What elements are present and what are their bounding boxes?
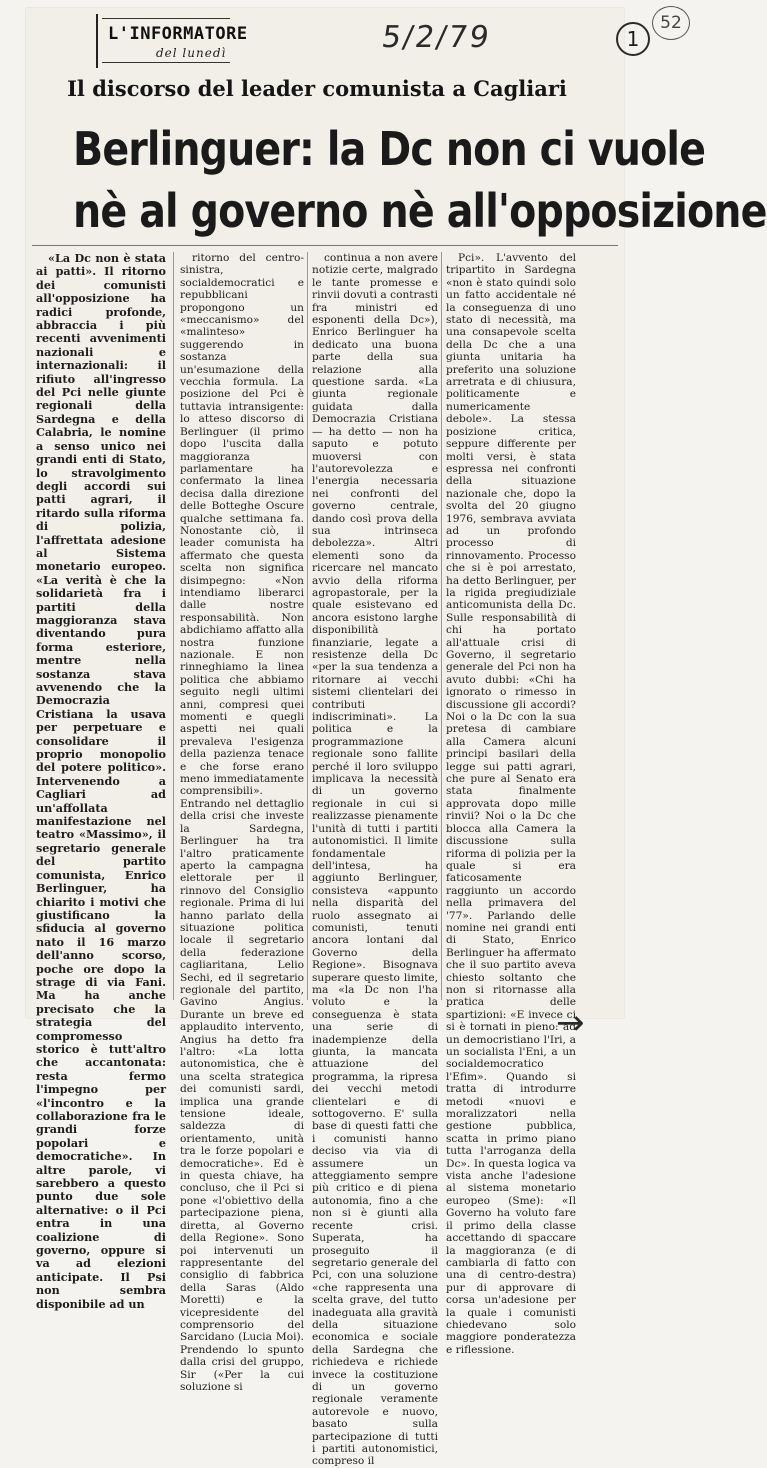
masthead-rule bbox=[102, 62, 230, 63]
circled-number: 1 bbox=[616, 22, 650, 56]
column-text: Pci». L'avvento del tripartito in Sardegna «non è stato quindi solo un fatto accidentale né la conseguenza di uno stato di necessità, ma una consapevole scelta della Dc che a una giunta unitaria ha preferito una soluzione arretrata e di chiusura, politicamente e numericamente debole». La stessa posizione critica, seppure differente per molti versi, è stata espressa nei confronti della situazione nazionale che, dopo la svolta del 20 giugno 1976, sembrava avviata ad un profondo processo di rinnovamento. Processo che si è poi arrestato, ha detto Berlinguer, per la rigida pregiudiziale anticomunista della Dc. Sulle responsabilità di chi ha portato all'attuale crisi di Governo, il segretario generale del Pci non ha avuto dubbi: «Chi ha ignorato o rimesso in discussione gli accordi? Noi o la Dc con la sua pretesa di cambiare alla Camera alcuni principi basilari della legge sui patti agrari, che pure al Senato era stata finalmente approvata dopo mille rinvii? Noi o la Dc che blocca alla Camera la discussione sulla riforma di polizia per la quale si era faticosamente raggiunto un accordo nella primavera del '77». Parlando delle nomine nei grandi enti di Stato, Enrico Berlinguer ha affermato che il suo partito aveva chiesto soltanto che non si ritornasse alla pratica delle spartizioni: «E invece ci si è tornati in pieno: ad un democristiano l'Iri, a un socialista l'Eni, a un socialdemocratico l'Efim». Quando si tratta di introdurre metodi «nuovi e moralizzatori nella gestione pubblica, scatta in primo piano tutta l'arroganza della Dc». In questa logica va vista anche l'adesione al sistema monetario europeo (Sme): «Il Governo ha voluto fare il primo della classe accettando di spaccare la maggioranza (e di cambiarla di fatto con una di centro-destra) pur di approvare di corsa un'adesione per la quale i comunisti chiedevano solo maggiore ponderatezza e riflessione. bbox=[446, 252, 576, 1356]
headline-divider bbox=[32, 245, 618, 246]
article-kicker: Il discorso del leader comunista a Cagliari bbox=[67, 76, 567, 101]
continue-arrow-icon: → bbox=[556, 1003, 585, 1043]
article-column-1 bbox=[36, 251, 166, 1311]
page-number: 52 bbox=[652, 6, 690, 40]
column-text: ritorno del centro-sinistra, socialdemocratici e repubblicani propongono un «meccanismo» del «malinteso» suggerendo in sostanza un'esumazione della vecchia formula. La posizione del Pci è tuttavia intransigente: lo atteso discorso di Berlinguer (il primo dopo l'uscita dalla maggioranza parlamentare ha confermato la linea decisa dalla direzione delle Botteghe Oscure qualche settimana fa. Nonostante ciò, il leader comunista ha affermato che questa scelta non significa disimpegno: «Non intendiamo liberarci dalle nostre responsabilità. Non abdichiamo affatto alla nostra funzione nazionale. E non rinneghiamo la linea politica che abbiamo seguito negli ultimi anni, compresi quei momenti e quegli aspetti nei quali prevaleva l'esigenza della pazienza tenace e che forse erano meno immediatamente comprensibili». Entrando nel dettaglio della crisi che investe la Sardegna, Berlinguer ha tra l'altro praticamente aperto la campagna elettorale per il rinnovo del Consiglio regionale. Prima di lui hanno parlato della situazione politica locale il segretario della federazione cagliaritana, Lelio Sechi, ed il segretario regionale del partito, Gavino Angius. Durante un breve ed applaudito intervento, Angius ha detto fra l'altro: «La lotta autonomistica, che è una scelta strategica dei comunisti sardi, implica una grande tensione ideale, saldezza di orientamento, unità tra le forze popolari e democratiche». Ed è in questa chiave, ha concluso, che il Pci si pone «l'obiettivo della partecipazione piena, diretta, al Governo della Regione». Sono poi intervenuti un rappresentante del consiglio di fabbrica della Saras (Aldo Moretti) e la vicepresidente del comprensorio del Sarcidano (Lucia Moi). Prendendo lo spunto dalla crisi del gruppo, Sir («Per la cui soluzione si bbox=[180, 252, 304, 1393]
column-divider bbox=[173, 252, 174, 1000]
masthead bbox=[96, 14, 248, 68]
headline-line-2: nè al governo nè all'opposizione bbox=[73, 184, 767, 238]
newspaper-subtitle: del lunedì bbox=[156, 46, 227, 60]
headline-line-1: Berlinguer: la Dc non ci vuole bbox=[73, 122, 706, 176]
newspaper-name: L'INFORMATORE bbox=[108, 24, 248, 44]
article-column-3 bbox=[312, 252, 438, 1468]
article-column-4 bbox=[446, 252, 576, 1356]
column-text: «La Dc non è stata ai patti». Il ritorno dei comunisti all'opposizione ha radici profonde, abbraccia i più recenti avvenimenti nazionali e internazionali: il rifiuto all'ingresso del Pci nelle giunte regionali della Sardegna e della Calabria, le nomine a senso unico nei grandi enti di Stato, lo stravolgimento degli accordi sui patti agrari, il ritardo sulla riforma di polizia, l'affrettata adesione al Sistema monetario europeo. «La verità è che la solidarietà fra i partiti della maggioranza stava diventando pura forma esteriore, mentre nella sostanza stava avvenendo che la Democrazia Cristiana la usava per perpetuare e consolidare il proprio monopolio del potere politico». Intervenendo a Cagliari ad un'affollata manifestazione nel teatro «Massimo», il segretario generale del partito comunista, Enrico Berlinguer, ha chiarito i motivi che giustificano la sfiducia al governo nato il 16 marzo dell'anno scorso, poche ore dopo la strage di via Fani. Ma ha anche precisato che la strategia del compromesso storico è tutt'altro che accantonata: resta fermo l'impegno per «l'incontro e la collaborazione fra le grandi forze popolari e democratiche». In altre parole, vi sarebbero a questo punto due sole alternative: o il Pci entra in una coalizione di governo, oppure si va ad elezioni anticipate. Il Psi non sembra disponibile ad un bbox=[36, 251, 166, 1311]
column-divider bbox=[441, 252, 442, 1000]
handwritten-date: 5/2/79 bbox=[379, 20, 494, 55]
column-divider bbox=[307, 252, 308, 1000]
masthead-rule bbox=[102, 18, 230, 19]
article-column-2 bbox=[180, 252, 304, 1393]
column-text: continua a non avere notizie certe, malgrado le tante promesse e rinvii dovuti a contrasti fra ministri ed esponenti della Dc»), Enrico Berlinguer ha dedicato una buona parte della sua relazione alla questione sarda. «La giunta regionale guidata dalla Democrazia Cristiana — ha detto — non ha saputo e potuto muoversi con l'autorevolezza e l'energia necessaria nei confronti del governo centrale, dando così prova della sua intrinseca debolezza». Altri elementi sono da ricercare nel mancato avvio della riforma agropastorale, per la quale esistevano ed ancora esistono larghe disponibilità finanziarie, legate a resistenze della Dc «per la sua tendenza a ritornare ai vecchi sistemi clientelari dei contributi indiscriminati». La politica e la programmazione regionale sono fallite perché il loro sviluppo implicava la necessità di un governo regionale in cui si realizzasse pienamente l'unità di tutti i partiti autonomistici. Il limite fondamentale dell'intesa, ha aggiunto Berlinguer, consisteva «appunto nella disparità del ruolo assegnato ai comunisti, tenuti ancora lontani dal Governo della Regione». Bisognava superare questo limite, ma «la Dc non l'ha voluto e la conseguenza è stata una serie di inadempienze della giunta, la mancata attuazione del programma, la ripresa dei vecchi metodi clientelari e di sottogoverno. E' sulla base di questi fatti che i comunisti hanno deciso via via di assumere un atteggiamento sempre più critico e di piena autonomia, fino a che non si è giunti alla recente crisi. Superata, ha proseguito il segretario generale del Pci, con una soluzione «che rappresenta una scelta grave, del tutto inadeguata alla gravità della situazione economica e sociale della Sardegna che richiedeva e richiede invece la costituzione di un governo regionale veramente autorevole e nuovo, basato sulla partecipazione di tutti i partiti autonomistici, compreso il bbox=[312, 252, 438, 1468]
